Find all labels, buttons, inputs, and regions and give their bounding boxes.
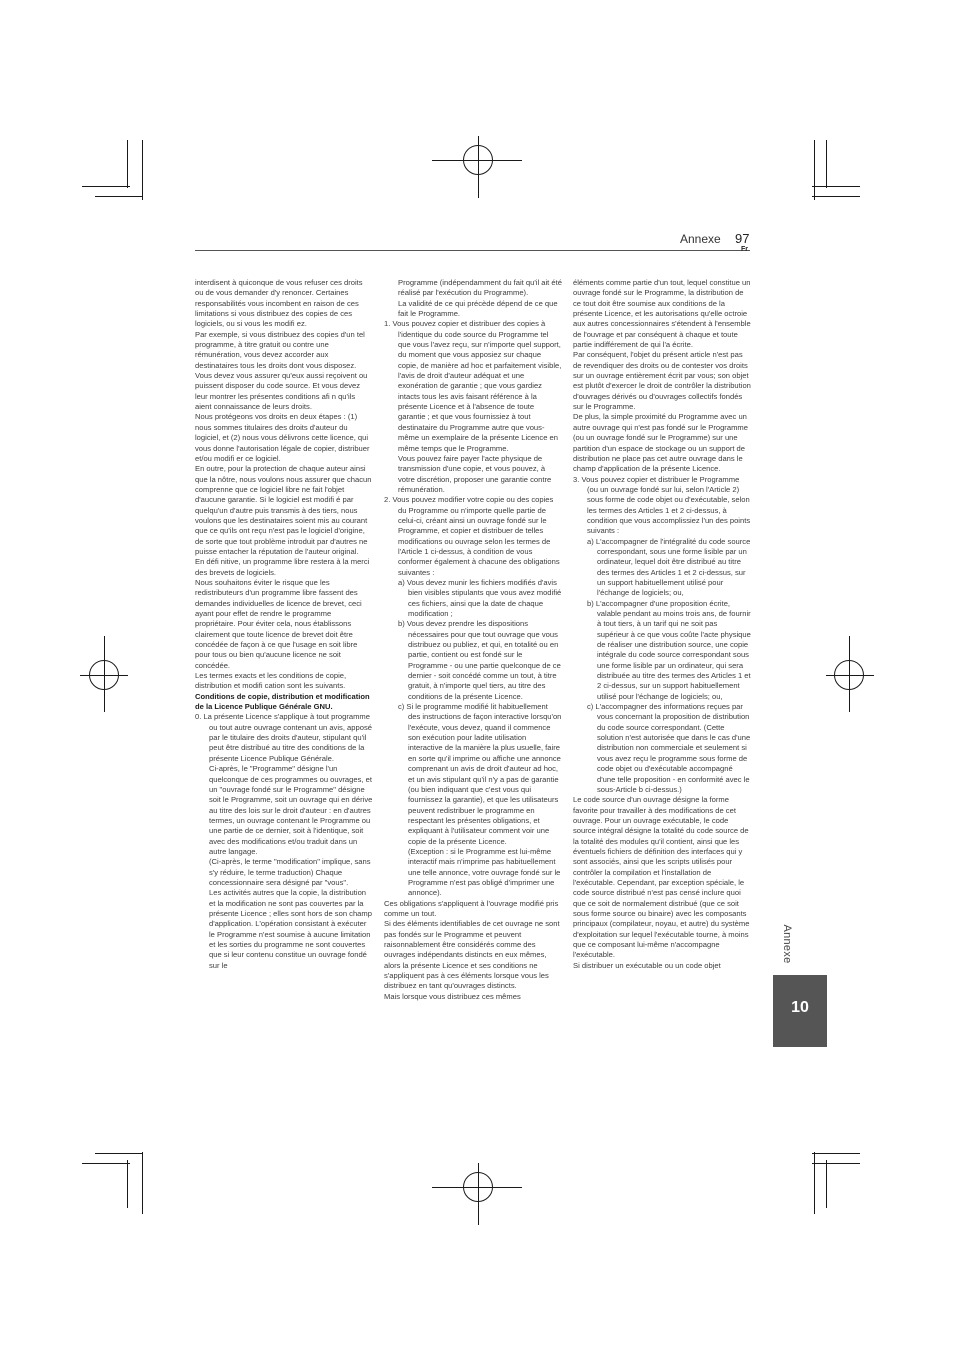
header-rule — [195, 250, 750, 251]
paragraph: b) L'accompagner d'une proposition écrite, valable pendant au moins trois ans, de fournir à tout tiers, à un tarif qui ne soit pas supérieur à ce que vous coûte l'acte physique de réaliser une distribution source, une copie intégrale du code source correspondant sous une forme lisible par un ordinateur, qui sera distribuée au titre des termes des Articles 1 et 2 ci-dessus, sur un support habituellement utilisé pour l'échange de logiciels; ou, — [587, 598, 751, 701]
paragraph: (Exception : si le Programme est lui-même interactif mais n'imprime pas habituellement une telle annonce, votre ouvrage fondé sur le Programme n'est pas obligé d'imprimer une annonce). — [408, 846, 561, 898]
paragraph: (Ci-après, le terme "modification" implique, sans s'y réduire, le terme traduction) Chaque concessionnaire sera désigné par "vous". — [209, 857, 371, 887]
paragraph: Programme (indépendamment du fait qu'il ait été réalisé par l'exécution du Programme). — [398, 278, 562, 298]
paragraph: Ci-après, le "Programme" désigne l'un quelconque de ces programmes ou ouvrages, et un "ouvrage fondé sur le Programme" désigne soit le Programme, soit un ouvrage qui en dérive au titre des lois sur le droit d'auteur : en d'autres termes, un ouvrage contenant le Programme ou une partie de ce dernier, soit à l'identique, soit avec des modifications et/ou traduit dans un autre langage. — [209, 764, 373, 856]
paragraph: 2. Vous pouvez modifier votre copie ou des copies du Programme ou n'importe quelle partie de celui-ci, créant ainsi un ouvrage fondé sur le Programme, et copier et distribuer de telles modifications ou ouvrage selon les termes de l'Article 1 ci-dessus, à condition de vous conformer également à chacune des obligations suivantes : — [384, 495, 560, 577]
paragraph: Si distribuer un exécutable ou un code objet — [573, 960, 721, 970]
language-code: Fr — [741, 246, 748, 253]
side-tab-label: Annexe — [781, 924, 793, 964]
paragraph: La validité de ce qui précède dépend de ce que fait le Programme. — [398, 298, 558, 319]
paragraph: Vous devez vous assurer qu'eux aussi reçoivent ou puissent disposer du code source. Et vous devez leur montrer les présentes conditions afi n qu'ils aient connaissance de leurs droits. — [195, 371, 368, 412]
chapter-tab — [773, 975, 827, 1047]
paragraph: Ces obligations s'appliquent à l'ouvrage modifié pris comme un tout. — [384, 898, 559, 918]
page-number: 97 — [735, 231, 750, 246]
paragraph: Les activités autres que la copie, la distribution et la modification ne sont pas couvertes par la présente Licence ; elles sont hors de son champ d'application. L'opération consistant à exécuter le Programme n'est soumise à aucune limitation et les sorties du programme ne sont couvertes que si leur contenu constitue un ouvrage fondé sur le — [209, 888, 372, 970]
chapter-number: 10 — [791, 999, 809, 1016]
paragraph: 0. La présente Licence s'applique à tout programme ou tout autre ouvrage contenant un avis, apposé par le titulaire des droits d'auteur, stipulant qu'il peut être distribué au titre des conditions de la présente Licence Publique Générale. — [195, 712, 372, 763]
paragraph: Les termes exacts et les conditions de copie, distribution et modifi cation sont les suivants. — [195, 671, 347, 691]
paragraph: De plus, la simple proximité du Programme avec un autre ouvrage qui n'est pas fondé sur le Programme (ou un ouvrage fondé sur le Programme) sur une partition d'un espace de stockage ou un support de distribution ne place pas cet autre ouvrage dans le champ d'application de la présente Licence. — [573, 412, 748, 474]
paragraph: En outre, pour la protection de chaque auteur ainsi que la nôtre, nous voulons nous assurer que chacun comprenne que ce logiciel libre ne fait l'objet d'aucune garantie. Si le logiciel est modifi é par quelqu'un d'autre puis transmis à des tiers, nous voulons que les destinataires soient mis au courant que ce qu'ils ont reçu n'est pas le logiciel d'origine, de sorte que tout problème introduit par d'autres ne puisse entacher la réputation de l'auteur original. — [195, 464, 372, 556]
paragraph: Si des éléments identifiables de cet ouvrage ne sont pas fondés sur le Programme et peuvent raisonnablement être considérés comme des ouvrages indépendants distincts en eux mêmes, alors la présente Licence et ses conditions ne s'appliquent pas à ces éléments lorsque vous les distribuez en tant qu'ouvrages distincts. — [384, 919, 560, 991]
paragraph: Mais lorsque vous distribuez ces mêmes — [384, 991, 521, 1001]
paragraph: En défi nitive, un programme libre restera à la merci des brevets de logiciels. — [195, 557, 370, 577]
paragraph: c) L'accompagner des informations reçues par vous concernant la proposition de distribution du code source correspondant. (Cette solution n'est autorisée que dans le cas d'une distribution non commerciale et seulement si vous avez reçu le programme sous forme de code objet ou d'exécutable accompagné d'une telle proposition - en conformité avec le sous-Article b ci-dessus.) — [587, 702, 751, 794]
paragraph: c) Si le programme modifié lit habituellement des instructions de façon interactive lorsqu'on l'exécute, vous devez, quand il commence son exécution pour ladite utilisation interactive de la manière la plus usuelle, faire en sorte qu'il imprime ou affiche une annonce comprenant un avis de droit d'auteur ad hoc, et un avis stipulant qu'il n'y a pas de garantie (ou bien indiquant que c'est vous qui fournissez la garantie), et que les utilisateurs peuvent redistribuer le programme en respectant les présentes obligations, et expliquant à l'utilisateur comment voir une copie de la présente Licence. — [398, 702, 562, 846]
paragraph: Vous pouvez faire payer l'acte physique de transmission d'une copie, et vous pouvez, à votre discrétion, proposer une garantie contre rémunération. — [398, 453, 552, 494]
paragraph: Nous souhaitons éviter le risque que les redistributeurs d'un programme libre fassent des demandes individuelles de licence de brevet, ceci ayant pour effet de rendre le programme propriétaire. Pour éviter cela, nous établissons clairement que toute licence de brevet doit être concédée de façon à ce que l'usage en soit libre pour tous ou bien qu'aucune licence ne soit concédée. — [195, 577, 362, 670]
paragraph: Par conséquent, l'objet du présent article n'est pas de revendiquer des droits ou de contester vos droits sur un ouvrage entièrement écrit par vous; son objet est plutôt d'exercer le droit de contrôler la distribution d'ouvrages dérivés ou d'ouvrages collectifs fondés sur le Programme. — [573, 350, 751, 412]
text-column-2 — [384, 278, 562, 1002]
paragraph: a) L'accompagner de l'intégralité du code source correspondant, sous une forme lisible par un ordinateur, lequel doit être distribué au titre des termes des Articles 1 et 2 ci-dessus, sur un support habituellement utilisé pour l'échange de logiciels; ou, — [587, 536, 751, 598]
paragraph: Conditions de copie, distribution et modification de la Licence Publique Générale GNU. — [195, 691, 370, 712]
paragraph: Par exemple, si vous distribuez des copies d'un tel programme, à titre gratuit ou contre une rémunération, vous devez accorder aux destinataires tous les droits dont vous disposez. — [195, 329, 365, 370]
text-column-1 — [195, 278, 373, 971]
paragraph: éléments comme partie d'un tout, lequel constitue un ouvrage fondé sur le Programme, la distribution de ce tout doit être soumise aux conditions de la présente Licence, et les autorisations qu'elle octroie aux autres concessionnaires s'étendent à l'ensemble de l'ouvrage et par conséquent à chaque et toute partie indifférement de qui l'a écrite. — [573, 278, 751, 350]
paragraph: Nous protégeons vos droits en deux étapes : (1) nous sommes titulaires des droits d'auteur du logiciel, et (2) nous vous délivrons cette licence, qui vous donne l'autorisation légale de copier, distribuer et/ou modifi er ce logiciel. — [195, 412, 370, 463]
paragraph: interdisent à quiconque de vous refuser ces droits ou de vous demander d'y renoncer. Certaines responsabilités vous incombent en raison de ces limitations si vous distribuez des copies de ces logiciels, ou si vous les modifi ez. — [195, 278, 363, 329]
section-title: Annexe — [680, 232, 721, 246]
paragraph: b) Vous devez prendre les dispositions nécessaires pour que tout ouvrage que vous distribuez ou publiez, et qui, en totalité ou en partie, contient ou est fondé sur le Programme - ou une partie quelconque de ce dernier - soit concédé comme un tout, à titre gratuit, à n'importe quel tiers, au titre des conditions de la présente Licence. — [398, 619, 561, 701]
paragraph: a) Vous devez munir les fichiers modifiés d'avis bien visibles stipulants que vous avez modifié ces fichiers, ainsi que la date de chaque modification ; — [398, 577, 562, 618]
paragraph: 3. Vous pouvez copier et distribuer le Programme (ou un ouvrage fondé sur lui, selon l'Article 2) sous forme de code objet ou d'exécutable, selon les termes des Articles 1 et 2 ci-dessus, à condition que vous accomplissiez l'un des points suivants : — [573, 474, 751, 536]
paragraph: 1. Vous pouvez copier et distribuer des copies à l'identique du code source du Programme tel que vous l'avez reçu, sur n'importe quel support, du moment que vous apposiez sur chaque copie, de manière ad hoc et parfaitement visible, l'avis de droit d'auteur adéquat et une exonération de garantie ; que vous gardiez intacts tous les avis faisant référence à la présente Licence et à l'absence de toute garantie ; et que vous fournissiez à tout destinataire du Programme autre que vous-même un exemplaire de la présente Licence en même temps que le Programme. — [384, 319, 562, 453]
paragraph: Le code source d'un ouvrage désigne la forme favorite pour travailler à des modifications de cet ouvrage. Pour un ouvrage exécutable, le code source intégral désigne la totalité du code source de la totalité des modules qu'il contient, ainsi que les éventuels fichiers de définition des interfaces qui y sont associés, ainsi que les scripts utilisés pour contrôler la compilation et l'installation de l'exécutable. Cependant, par exception spéciale, le code source distribué n'est pas censé inclure quoi que ce soit de normalement distribué (que ce soit sous forme source ou binaire) avec les composants principaux (compilateur, noyau, et autre) du système d'exploitation sur lequel l'exécutable tourne, à moins que ce composant lui-même n'accompagne l'exécutable. — [573, 795, 750, 960]
text-column-3 — [573, 278, 751, 971]
